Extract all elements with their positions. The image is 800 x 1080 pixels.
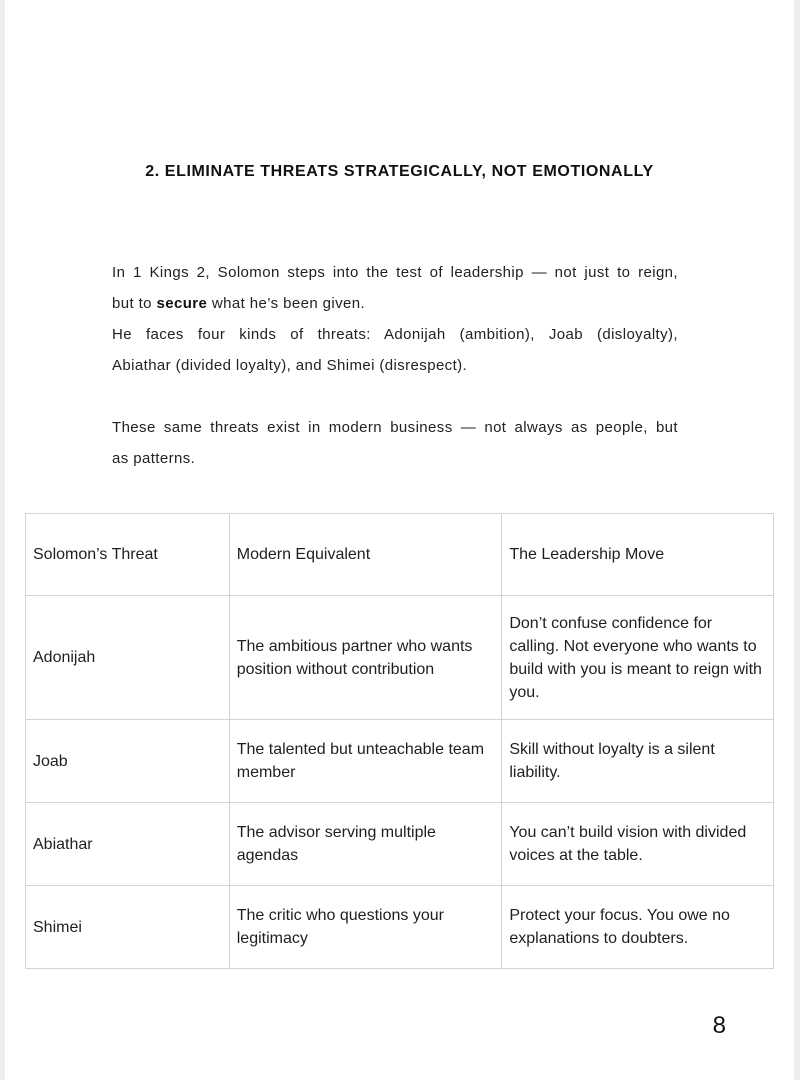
- intro-line: These same threats exist in modern business — not always as people, but: [112, 419, 678, 436]
- intro-text: [112, 257, 678, 474]
- table-row: [26, 596, 774, 720]
- table-row: [26, 720, 774, 803]
- threats-table: [25, 513, 774, 969]
- table-cell: Abiathar: [26, 803, 230, 886]
- table-cell: The critic who questions your legitimacy: [229, 886, 502, 969]
- intro-line: He faces four kinds of threats: Adonijah (ambition), Joab (disloyalty),: [112, 326, 678, 343]
- intro-text-span: what he’s been given.: [207, 295, 366, 312]
- table-cell: Skill without loyalty is a silent liability.: [502, 720, 774, 803]
- table-header-row: [26, 514, 774, 596]
- intro-line: In 1 Kings 2, Solomon steps into the test of leadership — not just to reign,: [112, 264, 678, 281]
- column-header: Solomon’s Threat: [26, 514, 230, 596]
- table-cell: The ambitious partner who wants position without contribution: [229, 596, 502, 720]
- table-cell: The advisor serving multiple agendas: [229, 803, 502, 886]
- table-cell: The talented but unteachable team member: [229, 720, 502, 803]
- table-cell: You can’t build vision with divided voices at the table.: [502, 803, 774, 886]
- table-cell: Joab: [26, 720, 230, 803]
- intro-line: as patterns.: [112, 450, 196, 467]
- section-heading: 2. ELIMINATE THREATS STRATEGICALLY, NOT EMOTIONALLY: [145, 163, 654, 180]
- paragraph-gap: [112, 381, 678, 412]
- page-number: 8: [712, 1012, 726, 1039]
- table-cell: Adonijah: [26, 596, 230, 720]
- table-row: [26, 886, 774, 969]
- table-cell: Protect your focus. You owe no explanations to doubters.: [502, 886, 774, 969]
- table-row: [26, 803, 774, 886]
- column-header: Modern Equivalent: [229, 514, 502, 596]
- table-cell: Don’t confuse confidence for calling. Not everyone who wants to build with you is meant to reign with you.: [502, 596, 774, 720]
- emphasis-secure: secure: [156, 295, 208, 312]
- intro-line: Abiathar (divided loyalty), and Shimei (disrespect).: [112, 357, 468, 374]
- table-cell: Shimei: [26, 886, 230, 969]
- intro-text-span: but to: [112, 295, 157, 312]
- column-header: The Leadership Move: [502, 514, 774, 596]
- intro-line: [112, 288, 678, 319]
